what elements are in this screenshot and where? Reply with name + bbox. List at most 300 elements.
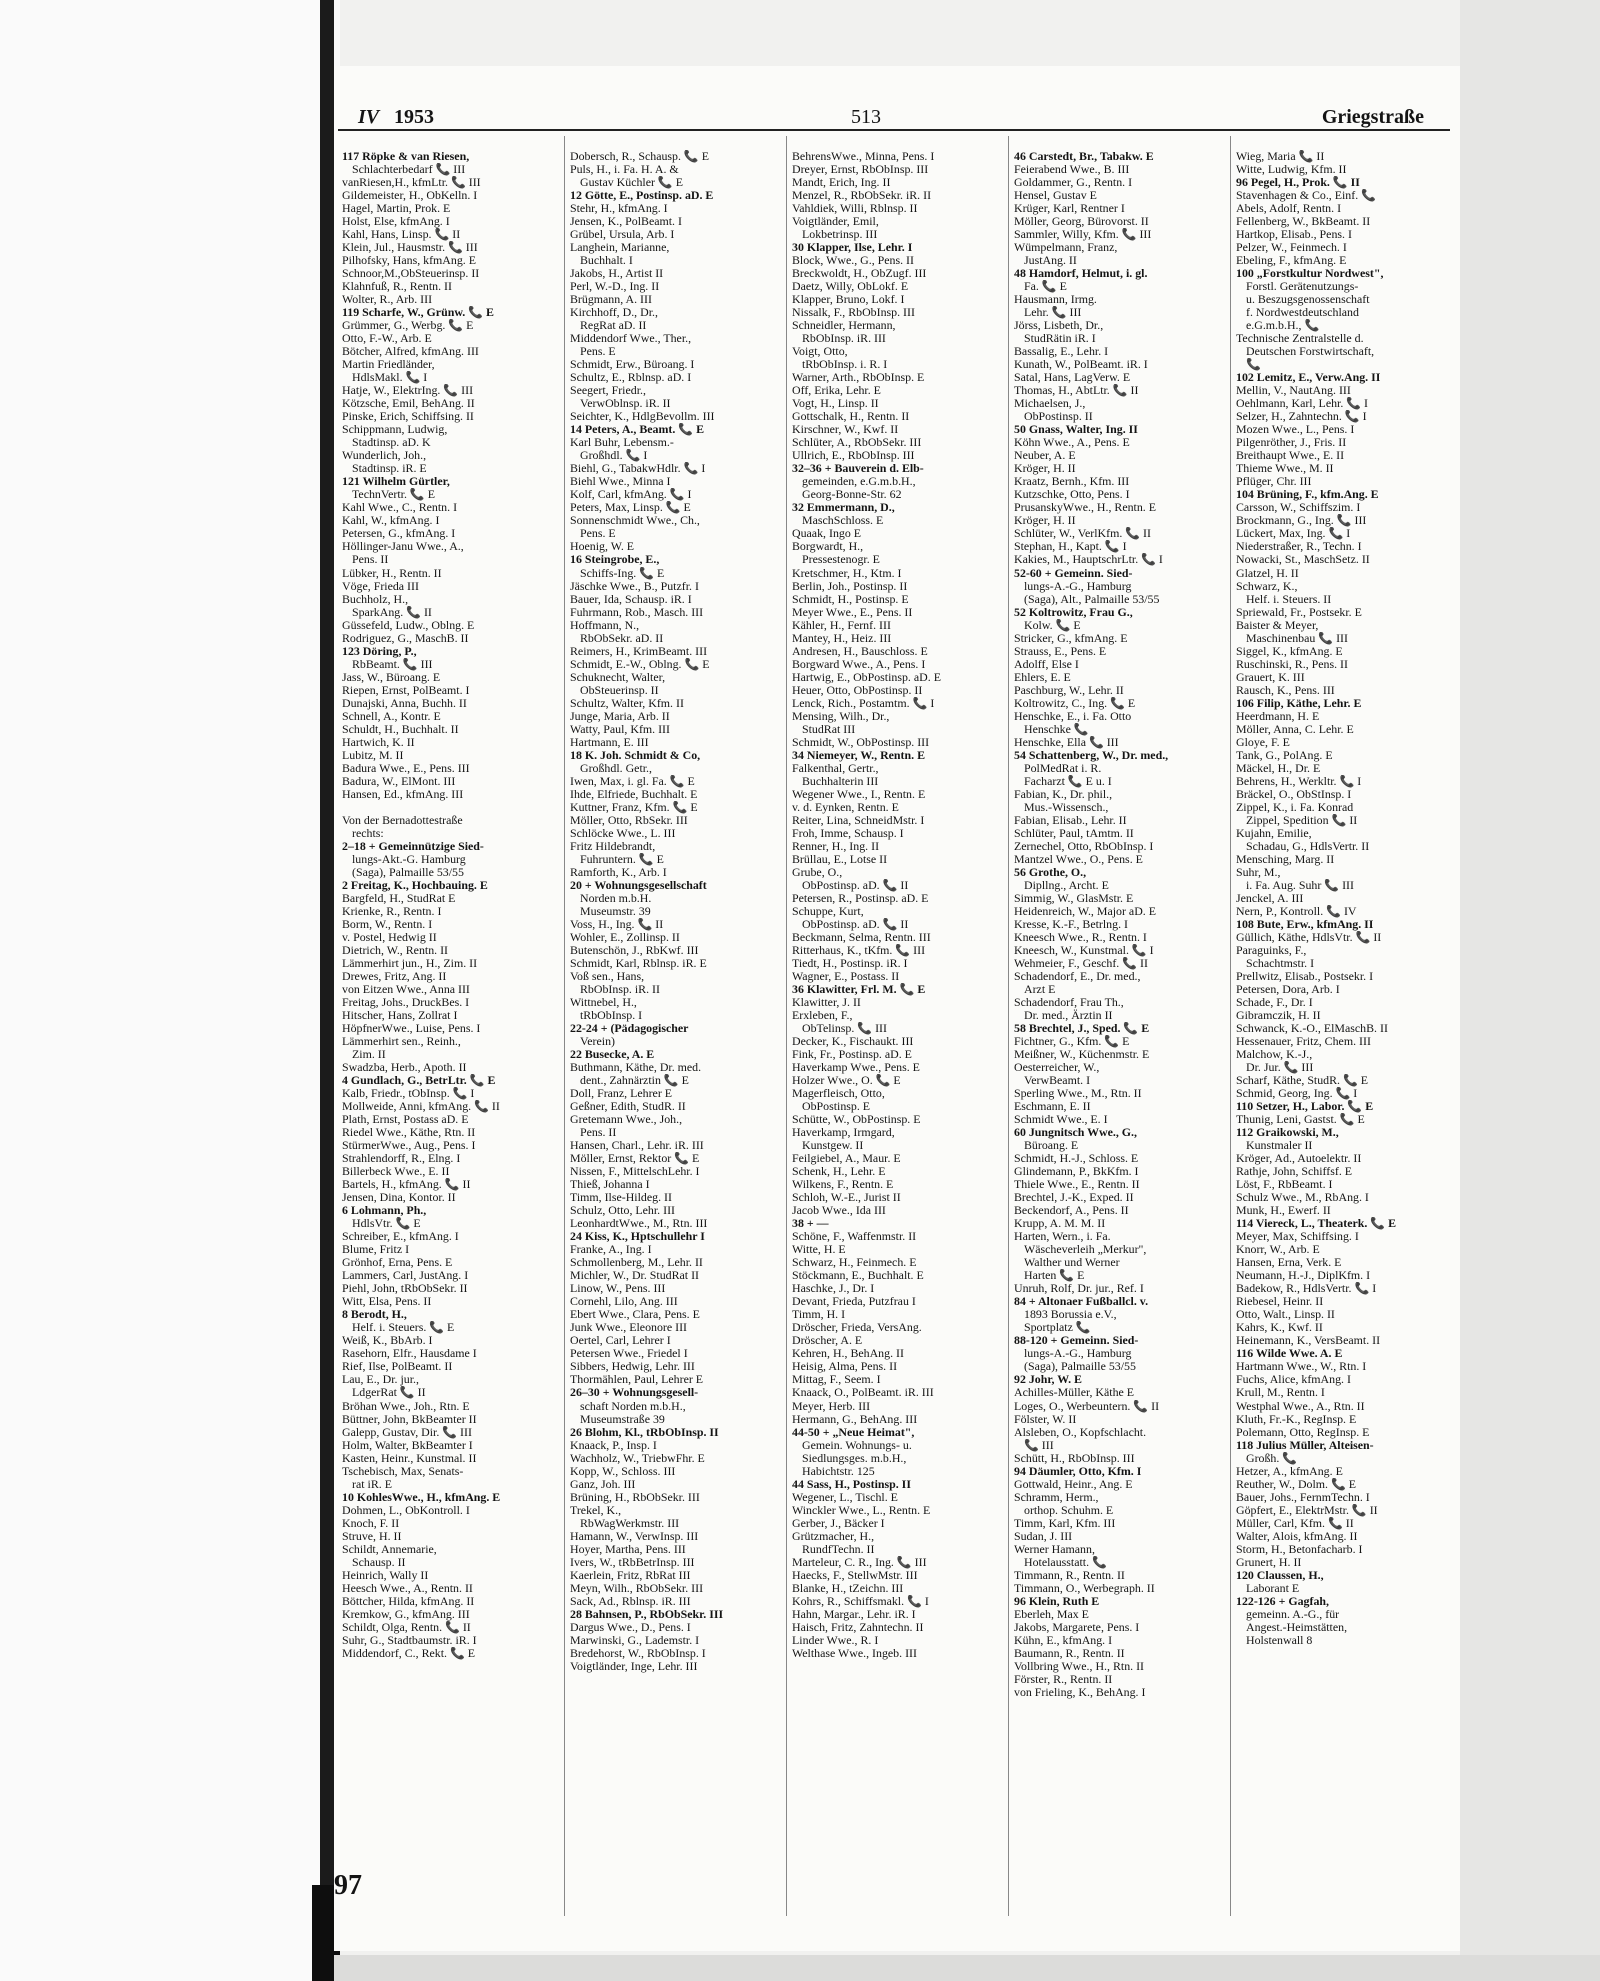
- directory-entry: Schultz, Walter, Kfm. II: [570, 696, 684, 710]
- directory-entry: 108 Bute, Erw., kfmAng. II: [1236, 917, 1374, 931]
- directory-entry: Hansen, Erna, Verk. E: [1236, 1256, 1342, 1270]
- directory-entry: Pens. II: [580, 1126, 617, 1140]
- directory-entry: 92 Johr, W. E: [1014, 1373, 1082, 1387]
- directory-entry: Ebeling, F., kfmAng. E: [1236, 254, 1347, 268]
- directory-entry: Hartwig, E., ObPostinsp. aD. E: [792, 670, 941, 684]
- directory-entry: Nissen, F., MittelschLehr. I: [570, 1165, 700, 1179]
- directory-entry: Müller, Carl, Kfm. 📞 II: [1236, 1516, 1354, 1530]
- directory-entry: lungs-A.-G., Hamburg: [1024, 579, 1132, 593]
- directory-entry: Petersen, R., Postinsp. aD. E: [792, 891, 929, 905]
- street-title: Griegstraße: [1321, 106, 1424, 128]
- directory-entry: Dr. med., Ärztin II: [1024, 1009, 1113, 1023]
- directory-entry: RbObInsp. iR. II: [580, 983, 660, 996]
- directory-entry: lungs-Akt.-G. Hamburg: [352, 852, 466, 866]
- directory-entry: Knaack, O., PolBeamt. iR. III: [792, 1386, 934, 1400]
- directory-column-5: [1236, 150, 1446, 1870]
- directory-entry: Ebert Wwe., Clara, Pens. E: [570, 1308, 700, 1322]
- directory-entry: VerwBeamt. I: [1024, 1074, 1091, 1088]
- directory-entry: Rathje, John, Schiffsf. E: [1236, 1165, 1353, 1179]
- directory-entry: Sperling Wwe., M., Rtn. II: [1014, 1087, 1142, 1101]
- directory-entry: Schildt, Annemarie,: [342, 1542, 437, 1556]
- directory-entry: Schwarz, H., Feinmech. E: [792, 1256, 917, 1270]
- directory-entry: Bartels, H., kfmAng. 📞 II: [342, 1178, 471, 1192]
- directory-entry: 117 Röpke & van Riesen,: [342, 150, 470, 163]
- directory-entry: Daetz, Willy, ObLokf. E: [792, 280, 909, 294]
- directory-entry: Schloh, W.-E., Jurist II: [792, 1191, 901, 1205]
- directory-entry: 12 Götte, E., Postinsp. aD. E: [570, 189, 714, 203]
- directory-entry: Schramm, Herm.,: [1014, 1490, 1099, 1504]
- directory-entry: Jass, W., Büroang. E: [342, 670, 441, 684]
- directory-entry: Badekow, R., HdlsVertr. 📞 I: [1236, 1282, 1377, 1296]
- directory-entry: Krull, M., Rentn. I: [1236, 1386, 1325, 1400]
- directory-entry: Schachtmstr. I: [1246, 956, 1315, 970]
- directory-entry: Grönhof, Erna, Pens. E: [342, 1256, 453, 1270]
- directory-entry: Kolf, Carl, kfmAng. 📞 I: [570, 488, 692, 502]
- directory-entry: Gottwald, Heinr., Ang. E: [1014, 1477, 1133, 1491]
- directory-entry: Großh. 📞: [1246, 1451, 1298, 1465]
- directory-entry: Heuer, Otto, ObPostinsp. II: [792, 683, 923, 697]
- directory-entry: Sportplatz 📞: [1024, 1321, 1091, 1335]
- directory-entry: Otto, F.-W., Arb. E: [342, 332, 432, 346]
- directory-entry: Hotelausstatt. 📞: [1024, 1555, 1107, 1569]
- directory-entry: PolMedRat i. R.: [1024, 761, 1102, 775]
- directory-entry: i. Fa. Aug. Suhr 📞 III: [1246, 878, 1354, 892]
- directory-entry: Kasten, Heinr., Kunstmal. II: [342, 1451, 477, 1465]
- directory-entry: Wümpelmann, Franz,: [1014, 241, 1118, 255]
- directory-entry: Thunig, Leni, Gastst. 📞 E: [1236, 1113, 1365, 1127]
- directory-entry: Quaak, Ingo E: [792, 527, 862, 541]
- directory-entry: RbWagWerkmstr. III: [580, 1516, 680, 1530]
- directory-entry: Voigtländer, Emil,: [792, 215, 879, 229]
- directory-entry: Brügmann, A. III: [570, 293, 652, 307]
- directory-entry: Stavenhagen & Co., Einf. 📞: [1236, 189, 1376, 203]
- directory-entry: Knaack, P., Insp. I: [570, 1438, 657, 1452]
- directory-entry: Koltrowitz, C., Ing. 📞 E: [1014, 696, 1136, 710]
- directory-entry: 2–18 + Gemeinnützige Sied-: [342, 839, 484, 853]
- directory-entry: Loges, O., Werbeuntern. 📞 II: [1014, 1399, 1160, 1413]
- directory-entry: Kröger, H. II: [1014, 514, 1076, 528]
- directory-entry: MaschSchloss. E: [802, 514, 884, 528]
- directory-entry: Wunderlich, Joh.,: [342, 449, 427, 463]
- directory-entry: Kremkow, G., kfmAng. III: [342, 1607, 470, 1621]
- directory-entry: Ruschinski, R., Pens. II: [1236, 657, 1348, 671]
- directory-entry: Nowacki, St., MaschSetz. II: [1236, 553, 1370, 567]
- directory-entry: Rodriguez, G., MaschB. II: [342, 631, 469, 645]
- directory-entry: Petersen, G., kfmAng. I: [342, 527, 456, 541]
- directory-entry: gemeinn. A.-G., für: [1246, 1607, 1340, 1621]
- directory-entry: StudRat III: [802, 722, 856, 736]
- directory-entry: Bauer, Johs., FernmTechn. I: [1236, 1490, 1370, 1504]
- directory-entry: Gustav Küchler 📞 E: [580, 176, 683, 190]
- directory-entry: Gibramczik, H. II: [1236, 1009, 1321, 1023]
- directory-entry: Schildt, Olga, Rentn. 📞 II: [342, 1620, 471, 1634]
- directory-entry: 📞 III: [1024, 1438, 1054, 1452]
- directory-entry: Pilhofsky, Hans, kfmAng. E: [342, 254, 476, 268]
- directory-entry: Brüllau, E., Lotse II: [792, 852, 888, 866]
- directory-entry: Perl, W.-D., Ing. II: [570, 280, 660, 294]
- directory-entry: Büttner, John, BkBeamter II: [342, 1412, 477, 1426]
- directory-entry: Kähler, H., Fernf. III: [792, 618, 891, 632]
- directory-entry: Pinske, Erich, Schiffsing. II: [342, 410, 474, 424]
- directory-entry: Kirschner, W., Kwf. II: [792, 423, 899, 437]
- directory-entry: Dobersch, R., Schausp. 📞 E: [570, 150, 709, 163]
- directory-entry: Riedel Wwe., Käthe, Rtn. II: [342, 1126, 476, 1140]
- directory-entry: Scharf, Käthe, StudR. 📞 E: [1236, 1074, 1369, 1088]
- directory-entry: Schneidler, Hermann,: [792, 319, 896, 333]
- directory-entry: Buchhalterin III: [802, 774, 879, 788]
- directory-entry: Struve, H. II: [342, 1529, 402, 1543]
- directory-entry: Buchholz, H.,: [342, 592, 409, 606]
- directory-entry: Mozen Wwe., L., Pens. I: [1236, 423, 1355, 437]
- directory-entry: Thormählen, Paul, Lehrer E: [570, 1373, 704, 1387]
- directory-entry: 60 Jungnitsch Wwe., G.,: [1014, 1126, 1137, 1140]
- directory-entry: Grube, O.,: [792, 865, 843, 879]
- directory-entry: Henschke, Ella 📞 III: [1014, 735, 1119, 749]
- directory-entry: Hamann, W., VerwInsp. III: [570, 1529, 699, 1543]
- directory-entry: Sonnenschmidt Wwe., Ch.,: [570, 514, 700, 528]
- directory-entry: 121 Wilhelm Gürtler,: [342, 475, 450, 489]
- directory-entry: 8 Berodt, H.,: [342, 1308, 407, 1322]
- directory-entry: Hetzer, A., kfmAng. E: [1236, 1464, 1343, 1478]
- directory-entry: Gottschalk, H., Rentn. II: [792, 410, 910, 424]
- directory-entry: Schmidt, H.-J., Schloss. E: [1014, 1152, 1139, 1166]
- directory-entry: Stephan, H., Kapt. 📞 I: [1014, 540, 1127, 554]
- directory-entry: Kohrs, R., Schiffsmakl. 📞 I: [792, 1594, 929, 1608]
- directory-entry: tRbObInsp. i. R. I: [802, 358, 888, 372]
- directory-entry: Lau, E., Dr. jur.,: [342, 1373, 419, 1387]
- directory-entry: Beckendorf, A., Pens. II: [1014, 1204, 1129, 1218]
- directory-entry: Hitscher, Hans, Zollrat I: [342, 1009, 458, 1023]
- directory-entry: Galepp, Gustav, Dir. 📞 III: [342, 1425, 472, 1439]
- directory-entry: 26–30 + Wohnungsgesell-: [570, 1386, 699, 1400]
- directory-entry: Harten, Wern., i. Fa.: [1014, 1230, 1111, 1244]
- directory-entry: Jensen, K., PolBeamt. I: [570, 215, 682, 229]
- directory-entry: Reimers, H., KrimBeamt. III: [570, 644, 708, 658]
- directory-entry: Lehr. 📞 III: [1024, 306, 1082, 320]
- directory-entry: Hansen, Ed., kfmAng. III: [342, 787, 464, 801]
- directory-entry: Abels, Adolf, Rentn. I: [1236, 202, 1342, 216]
- directory-entry: Walter, Alois, kfmAng. II: [1236, 1529, 1358, 1543]
- directory-entry: Dohmen, L., ObKontroll. I: [342, 1503, 470, 1517]
- directory-entry: LeonhardtWwe., M., Rtn. III: [570, 1217, 708, 1231]
- directory-entry: Piehl, John, tRbObSekr. II: [342, 1282, 468, 1296]
- directory-entry: Middendorf Wwe., Ther.,: [570, 332, 692, 346]
- directory-entry: Kunath, W., PolBeamt. iR. I: [1014, 358, 1148, 372]
- directory-entry: Großhdl. 📞 I: [580, 449, 648, 463]
- scan-right-margin: [1460, 0, 1600, 1981]
- directory-entry: Malchow, K.-J.,: [1236, 1048, 1313, 1062]
- directory-entry: Jäschke Wwe., B., Putzfr. I: [570, 579, 699, 593]
- directory-entry: Gretemann Wwe., Joh.,: [570, 1113, 683, 1127]
- directory-entry: Schmidt, E.-W., Oblng. 📞 E: [570, 657, 710, 671]
- directory-entry: Grützmacher, H.,: [792, 1529, 875, 1543]
- directory-entry: Trekel, K.,: [570, 1503, 622, 1517]
- directory-entry: Voigt, Otto,: [792, 345, 848, 359]
- directory-entry: Linow, W., Pens. III: [570, 1282, 666, 1296]
- directory-entry: Kutzschke, Otto, Pens. I: [1014, 488, 1130, 502]
- header-rule: [338, 129, 1450, 131]
- directory-entry: Tank, G., PolAng. E: [1236, 748, 1333, 762]
- directory-entry: Martin Friedländer,: [342, 358, 435, 372]
- directory-entry: Dipllng., Archt. E: [1024, 878, 1109, 892]
- directory-entry: Falkenthal, Gertr.,: [792, 761, 879, 775]
- directory-entry: Schwanck, K.-O., ElMaschB. II: [1236, 1022, 1388, 1036]
- directory-entry: Junge, Maria, Arb. II: [570, 709, 670, 723]
- directory-entry: Blanke, H., tZeichn. III: [792, 1581, 904, 1595]
- directory-entry: 48 Hamdorf, Helmut, i. gl.: [1014, 267, 1148, 281]
- directory-entry: Glatzel, H. II: [1236, 566, 1299, 580]
- directory-entry: Tschebisch, Max, Senats-: [342, 1464, 464, 1478]
- directory-entry: TechnVertr. 📞 E: [352, 488, 435, 502]
- directory-entry: ObTelinsp. 📞 III: [802, 1022, 887, 1036]
- directory-entry: Holst, Else, kfmAng. I: [342, 215, 450, 229]
- directory-entry: Borm, W., Rentn. I: [342, 917, 433, 931]
- directory-entry: Dröscher, A. E: [792, 1334, 863, 1348]
- directory-entry: Schwarz, K.,: [1236, 579, 1298, 593]
- directory-entry: Riepen, Ernst, PolBeamt. I: [342, 683, 470, 697]
- directory-entry: 16 Steingrobe, E.,: [570, 553, 660, 567]
- directory-entry: Schuldt, H., Buchhalt. II: [342, 722, 459, 736]
- directory-entry: Linder Wwe., R. I: [792, 1633, 879, 1647]
- directory-entry: Schadendorf, Frau Th.,: [1014, 996, 1124, 1010]
- directory-entry: Knorr, W., Arb. E: [1236, 1243, 1320, 1257]
- directory-entry: Museumstraße 39: [580, 1412, 665, 1426]
- directory-entry: Heesch Wwe., A., Rentn. II: [342, 1581, 473, 1595]
- directory-entry: Hoyer, Martha, Pens. III: [570, 1542, 686, 1556]
- directory-entry: Schütt, H., RbObInsp. III: [1014, 1451, 1135, 1465]
- directory-entry: Mittag, F., Seem. I: [792, 1373, 881, 1387]
- directory-entry: StudRätin iR. I: [1024, 332, 1096, 346]
- directory-entry: 96 Klein, Ruth E: [1014, 1594, 1100, 1608]
- directory-entry: Vahldiek, Willi, Rblnsp. II: [792, 202, 918, 216]
- directory-entry: Strauss, E., Pens. E: [1014, 644, 1107, 658]
- volume-label: IV: [358, 106, 380, 128]
- directory-entry: Froh, Imme, Schausp. I: [792, 826, 904, 840]
- directory-entry: Badura, W., ElMont. III: [342, 774, 456, 788]
- directory-entry: 22 Busecke, A. E: [570, 1048, 655, 1062]
- directory-entry: gemeinden, e.G.m.b.H.,: [802, 475, 916, 489]
- directory-entry: Alsleben, O., Kopfschlacht.: [1014, 1425, 1147, 1439]
- directory-entry: Pflüger, Chr. III: [1236, 475, 1312, 489]
- directory-entry: Magerfleisch, Otto,: [792, 1087, 885, 1101]
- directory-entry: Voß sen., Hans,: [570, 969, 645, 983]
- directory-page: [334, 66, 1460, 1951]
- directory-entry: LdgerRat 📞 II: [352, 1386, 426, 1400]
- directory-entry: Karl Buhr, Lebensm.-: [570, 436, 674, 450]
- directory-entry: Bötcher, Alfred, kfmAng. III: [342, 345, 479, 359]
- directory-entry: Bargfeld, H., StudRat E: [342, 891, 456, 905]
- directory-entry: Haschke, J., Dr. I: [792, 1282, 875, 1296]
- directory-entry: Kahl Wwe., C., Rentn. I: [342, 501, 458, 515]
- directory-entry: Brechtel, J.-K., Exped. II: [1014, 1191, 1134, 1205]
- directory-entry: Mantey, H., Heiz. III: [792, 631, 892, 645]
- directory-entry: [342, 801, 552, 814]
- directory-entry: 26 Blohm, Kl., tRbObInsp. II: [570, 1425, 719, 1439]
- directory-entry: Werner Hamann,: [1014, 1542, 1095, 1556]
- directory-entry: Lämmerhirt jun., H., Zim. II: [342, 956, 478, 970]
- directory-entry: Bröhan Wwe., Joh., Rtn. E: [342, 1399, 470, 1413]
- directory-entry: StürmerWwe., Aug., Pens. I: [342, 1139, 476, 1153]
- directory-entry: Plath, Ernst, Postass aD. E: [342, 1113, 469, 1127]
- directory-entry: Mensing, Wilh., Dr.,: [792, 709, 890, 723]
- directory-entry: 102 Lemitz, E., Verw.Ang. II: [1236, 371, 1381, 385]
- directory-entry: Grauert, K. III: [1236, 670, 1305, 684]
- directory-entry: Hartmann, E. III: [570, 735, 649, 749]
- directory-entry: Marwinski, G., Lademstr. I: [570, 1633, 700, 1647]
- directory-entry: v. Postel, Hedwig II: [342, 930, 437, 944]
- directory-entry: Von der Bernadottestraße: [342, 813, 463, 827]
- directory-entry: 📞: [1246, 358, 1261, 372]
- directory-entry: Andresen, H., Bauschloss. E: [792, 644, 928, 658]
- directory-entry: Kuttner, Franz, Kfm. 📞 E: [570, 800, 698, 814]
- directory-entry: Möller, Georg, Bürovorst. II: [1014, 215, 1149, 229]
- directory-entry: Grunert, H. II: [1236, 1555, 1302, 1569]
- directory-entry: Kakies, M., HauptschrLtr. 📞 I: [1014, 553, 1163, 567]
- directory-entry: Lückert, Max, Ing. 📞 I: [1236, 527, 1351, 541]
- directory-entry: Timm, H. I: [792, 1308, 846, 1322]
- directory-entry: Reuther, W., Dolm. 📞 E: [1236, 1477, 1357, 1491]
- directory-entry: Nissalk, F., RbObInsp. III: [792, 306, 915, 320]
- directory-entry: rat iR. E: [352, 1477, 392, 1491]
- directory-entry: Kujahn, Emilie,: [1236, 826, 1312, 840]
- directory-entry: Carsson, W., Schiffszim. I: [1236, 501, 1361, 515]
- directory-entry: Hoenig, W. E: [570, 540, 635, 554]
- directory-entry: Dargus Wwe., D., Pens. I: [570, 1620, 691, 1634]
- directory-entry: Ritterhaus, K., tKfm. 📞 III: [792, 943, 926, 957]
- directory-entry: Ihde, Elfriede, Buchhalt. E: [570, 787, 698, 801]
- directory-entry: Köhn Wwe., A., Pens. E: [1014, 436, 1130, 450]
- directory-entry: Spriewald, Fr., Postsekr. E: [1236, 605, 1362, 619]
- directory-entry: Glindemann, P., BkKfm. I: [1014, 1165, 1139, 1179]
- directory-entry: Kalb, Friedr., tObInsp. 📞 I: [342, 1087, 475, 1101]
- directory-entry: Devant, Frieda, Putzfrau I: [792, 1295, 916, 1309]
- directory-entry: lungs-A.-G., Hamburg: [1024, 1347, 1132, 1361]
- directory-entry: (Saga), Palmaille 53/55: [1024, 1360, 1136, 1374]
- directory-entry: Witte, H. E: [792, 1243, 846, 1257]
- directory-entry: Kluth, Fr.-K., RegInsp. E: [1236, 1412, 1357, 1426]
- directory-entry: Haecks, F., StellwMstr. III: [792, 1568, 918, 1582]
- directory-column-1: [342, 150, 552, 1870]
- column-divider: [564, 136, 565, 1916]
- directory-entry: 110 Setzer, H., Labor. 📞 E: [1236, 1100, 1374, 1114]
- directory-entry: Hoffmann, N.,: [570, 618, 640, 632]
- directory-entry: 123 Döring, P.,: [342, 644, 417, 658]
- directory-entry: 6 Lohmann, Ph.,: [342, 1204, 427, 1218]
- directory-entry: Unruh, Rolf, Dr. jur., Ref. I: [1014, 1282, 1144, 1296]
- directory-entry: Schlüter, Paul, tAmtm. II: [1014, 826, 1134, 840]
- directory-entry: Fabian, Elisab., Lehr. II: [1014, 813, 1127, 827]
- directory-entry: Timm, Karl, Kfm. III: [1014, 1516, 1116, 1530]
- directory-entry: Gemein. Wohnungs- u.: [802, 1438, 912, 1452]
- directory-entry: Krupp, A. M. M. II: [1014, 1217, 1106, 1231]
- directory-entry: Rasehorn, Elfr., Hausdame I: [342, 1347, 477, 1361]
- directory-entry: 46 Carstedt, Br., Tabakw. E: [1014, 150, 1154, 163]
- directory-entry: 18 K. Joh. Schmidt & Co,: [570, 748, 701, 762]
- directory-entry: Feierabend Wwe., B. III: [1014, 163, 1130, 177]
- directory-entry: Iwen, Max, i. gl. Fa. 📞 E: [570, 774, 695, 788]
- directory-entry: Lubitz, M. II: [342, 748, 404, 762]
- directory-entry: Klahnfuß, R., Rentn. II: [342, 280, 452, 294]
- directory-entry: Freitag, Johs., DruckBes. I: [342, 996, 470, 1010]
- directory-entry: Schlachterbedarf 📞 III: [352, 163, 466, 177]
- directory-entry: Seichter, K., HdlgBevollm. III: [570, 410, 715, 424]
- directory-entry: RundfTechn. II: [802, 1542, 875, 1556]
- directory-entry: vanRiesen,H., kfmLtr. 📞 III: [342, 176, 481, 190]
- directory-entry: Wäscheverleih „Merkur",: [1024, 1243, 1147, 1257]
- directory-entry: Tiedt, H., Postinsp. iR. I: [792, 956, 908, 970]
- directory-entry: Rief, Ilse, PolBeamt. II: [342, 1360, 453, 1374]
- directory-entry: Fritz Hildebrandt,: [570, 839, 656, 853]
- directory-entry: Schmid, Georg, Ing. 📞 I: [1236, 1087, 1358, 1101]
- directory-entry: Westphal Wwe., A., Rtn. II: [1236, 1399, 1365, 1413]
- directory-entry: Menzel, R., RbObSekr. iR. II: [792, 189, 932, 203]
- directory-entry: Kneesch Wwe., R., Rentn. I: [1014, 930, 1147, 944]
- directory-entry: Simmig, W., GlasMstr. E: [1014, 891, 1134, 905]
- directory-entry: e.G.m.b.H., 📞: [1246, 319, 1320, 333]
- directory-entry: Siedlungsges. m.b.H.,: [802, 1451, 907, 1465]
- directory-entry: Timmann, O., Werbegraph. II: [1014, 1581, 1155, 1595]
- directory-entry: Kahl, W., kfmAng. I: [342, 514, 440, 528]
- directory-entry: 14 Peters, A., Beamt. 📞 E: [570, 423, 705, 437]
- directory-entry: 94 Däumler, Otto, Kfm. I: [1014, 1464, 1142, 1478]
- directory-entry: Georg-Bonne-Str. 62: [802, 488, 902, 502]
- directory-entry: Meyer Wwe., E., Pens. II: [792, 605, 913, 619]
- directory-entry: Möller, Otto, RbSekr. III: [570, 813, 688, 827]
- directory-entry: Decker, K., Fischaukt. III: [792, 1035, 914, 1049]
- directory-entry: Jakobs, H., Artist II: [570, 267, 664, 281]
- directory-entry: Otto, Walt., Linsp. II: [1236, 1308, 1335, 1322]
- directory-entry: Vöge, Frieda III: [342, 579, 419, 593]
- directory-entry: Knoch, F. II: [342, 1516, 400, 1530]
- directory-entry: Buchhalt. I: [580, 254, 633, 268]
- directory-entry: PrusanskyWwe., H., Rentn. E: [1014, 501, 1157, 515]
- directory-entry: 32–36 + Bauverein d. Elb-: [792, 462, 924, 476]
- directory-entry: f. Nordwestdeutschland: [1246, 306, 1359, 320]
- directory-entry: Bauer, Ida, Schausp. iR. I: [570, 592, 692, 606]
- column-divider: [1008, 136, 1009, 1916]
- directory-entry: Schade, F., Dr. I: [1236, 996, 1313, 1010]
- directory-entry: Technische Zentralstelle d.: [1236, 332, 1364, 346]
- directory-entry: Suhr, G., Stadtbaumstr. iR. I: [342, 1633, 477, 1647]
- directory-entry: 54 Schattenberg, W., Dr. med.,: [1014, 748, 1169, 762]
- directory-entry: Kraatz, Bernh., Kfm. III: [1014, 475, 1130, 489]
- directory-entry: RbObSekr. aD. II: [580, 631, 664, 645]
- directory-entry: Schmidt, Erw., Büroang. I: [570, 358, 695, 372]
- directory-entry: Baumann, R., Rentn. II: [1014, 1646, 1125, 1660]
- directory-entry: Lammers, Carl, JustAng. I: [342, 1269, 469, 1283]
- directory-entry: 52-60 + Gemeinn. Sied-: [1014, 566, 1133, 580]
- directory-entry: Brockmann, G., Ing. 📞 III: [1236, 514, 1367, 528]
- directory-entry: Schmidt Wwe., E. I: [1014, 1113, 1108, 1127]
- directory-entry: Wittnebel, H.,: [570, 996, 637, 1010]
- scan-bottom-margin: [334, 1955, 1600, 1981]
- directory-entry: Schultz, E., Rblnsp. aD. I: [570, 371, 692, 385]
- directory-entry: Klawitter, J. II: [792, 996, 861, 1010]
- directory-entry: Schulz, Otto, Lehr. III: [570, 1204, 676, 1218]
- directory-entry: Hartmann Wwe., W., Rtn. I: [1236, 1360, 1367, 1374]
- directory-entry: von Eitzen Wwe., Anna III: [342, 983, 470, 996]
- directory-entry: Pens. E: [580, 527, 616, 541]
- directory-entry: Hensel, Gustav E: [1014, 189, 1097, 203]
- directory-entry: 116 Wilde Wwe. A. E: [1236, 1347, 1343, 1361]
- directory-entry: Neumann, H.-J., DiplKfm. I: [1236, 1269, 1371, 1283]
- directory-entry: Hagel, Martin, Prok. E: [342, 202, 451, 216]
- directory-entry: Behrens, H., Werkltr. 📞 I: [1236, 774, 1362, 788]
- directory-entry: Voigtländer, Inge, Lehr. III: [570, 1659, 698, 1673]
- directory-entry: Jakobs, Margarete, Pens. I: [1014, 1620, 1140, 1634]
- directory-entry: Gloye, F. E: [1236, 735, 1290, 749]
- directory-entry: Fuhruntern. 📞 E: [580, 852, 664, 866]
